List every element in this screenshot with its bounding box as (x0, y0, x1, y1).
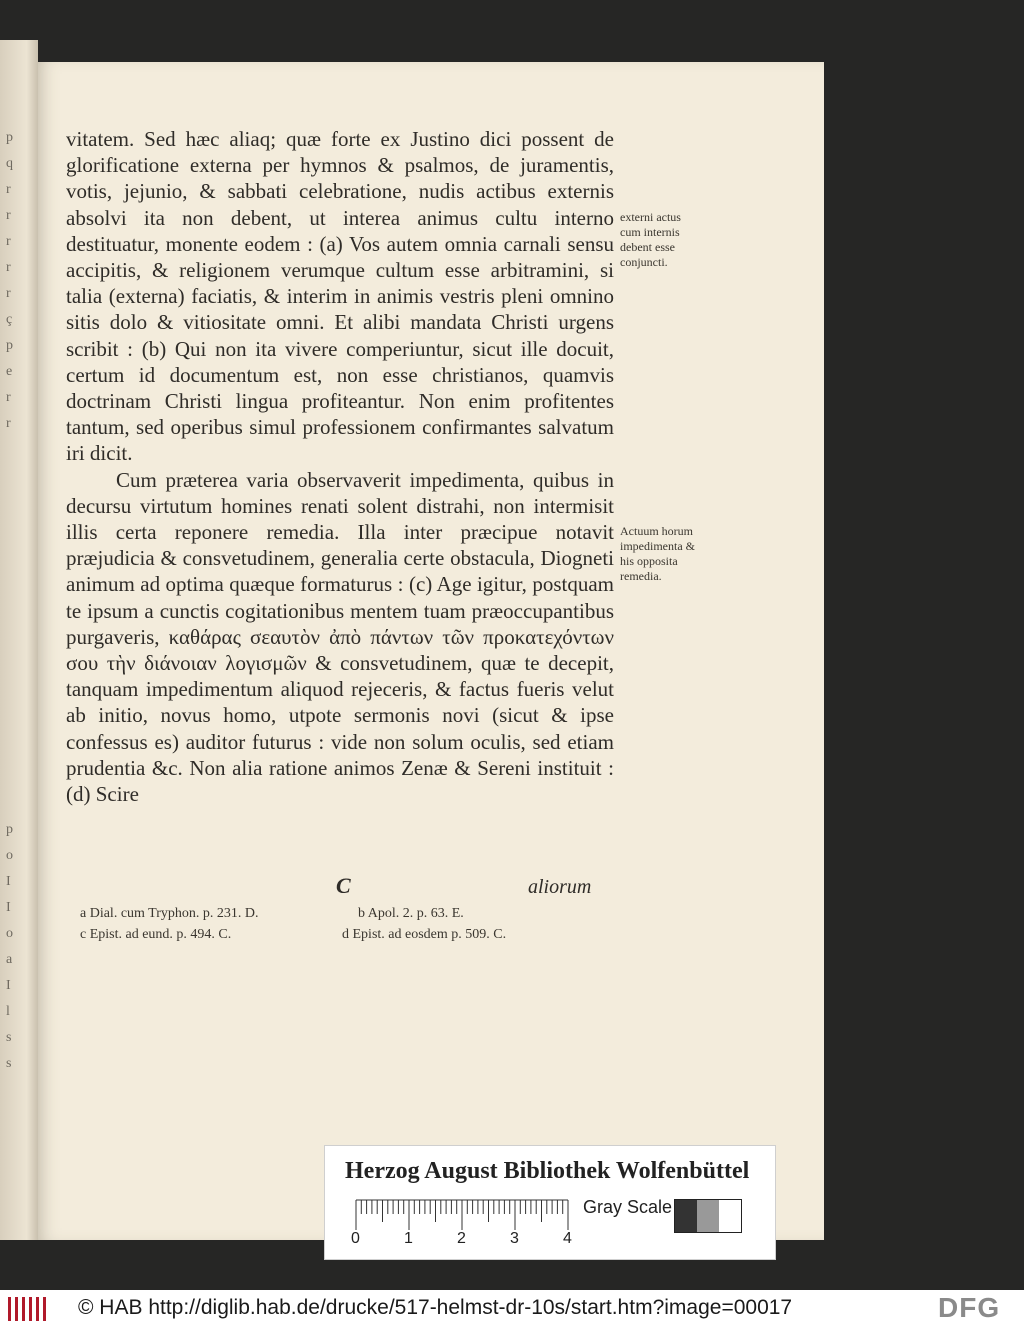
prev-page-letter: p (6, 130, 13, 145)
ruler-number-4: 4 (563, 1230, 572, 1247)
ruler-icon (355, 1198, 570, 1232)
ruler-number-3: 3 (510, 1230, 519, 1247)
prev-page-letter: I (6, 978, 11, 993)
prev-page-letter: r (6, 416, 11, 431)
margin-note-externi: externi actus cum internis debent esse conjuncti. (620, 210, 681, 269)
ruler-number-2: 2 (457, 1230, 466, 1247)
prev-page-letter: r (6, 286, 11, 301)
signature-mark: C (336, 873, 351, 898)
dfg-logo: DFG (938, 1292, 1001, 1323)
footnote-c: c Epist. ad eund. p. 494. C. (80, 927, 232, 942)
prev-page-letter: o (6, 848, 13, 863)
library-name: Herzog August Bibliothek Wolfenbüttel (345, 1158, 750, 1184)
prev-page-letter: r (6, 234, 11, 249)
prev-page-letter: a (6, 952, 13, 967)
footnote-d: d Epist. ad eosdem p. 509. C. (342, 927, 507, 942)
library-scale-label (324, 1145, 776, 1260)
prev-page-letter: r (6, 182, 11, 197)
hab-logo-icon (6, 1294, 52, 1324)
gray-swatch (697, 1200, 719, 1232)
prev-page-letter: r (6, 390, 11, 405)
prev-page-letter: q (6, 156, 13, 171)
paragraph-2: Cum præterea varia observaverit impedimenta, quibus in decursu virtutum homines renati solent distrahi, non intermisit illis certa reponere remedia. Illa inter præcipue notavit præjudicia & consvetudinem, generalia certe obstacula, Diogneti animum ad optima quæque formaturus : (c) Age igitur, postquam te ipsum a cunctis cogitationibus mentem tuam præoccupantibus purgaveris, καθάρας σεαυτὸν ἀπὸ πάντων τῶν προκατεχόντων σου τὴν διάνοιαν λογισμῶν & consvetudinem, quæ te decepit, tanquam impedimentum aliquod rejeceris, & factus fueris velut ab initio, novus homo, utpote sermonis novi (sicut & ipse confessus es) auditor futurus : vide non solum oculis, sed etiam prudentia &c. Non alia ratione animos Zenæ & Sereni instituit : (d) Scire (66, 467, 614, 807)
gray-swatch (675, 1200, 697, 1232)
footnote-b: b Apol. 2. p. 63. E. (358, 906, 464, 921)
footer-bar (0, 1290, 1024, 1327)
prev-page-letter: r (6, 260, 11, 275)
prev-page-letter: r (6, 208, 11, 223)
prev-page-letter: p (6, 338, 13, 353)
margin-note-actuum: Actuum horum impedimenta & his opposita remedia. (620, 524, 695, 583)
gray-scale-label: Gray Scale (583, 1197, 673, 1217)
prev-page-letter: s (6, 1030, 12, 1045)
prev-page-letter: l (6, 1004, 10, 1019)
prev-page-letter: e (6, 364, 13, 379)
gray-scale-swatches (674, 1199, 742, 1233)
ruler-number-1: 1 (404, 1230, 413, 1247)
prev-page-letter: o (6, 926, 13, 941)
main-text-block (66, 126, 614, 807)
catchword: aliorum (528, 876, 592, 898)
prev-page-letter: ç (6, 312, 13, 327)
previous-page-edge (0, 40, 38, 1240)
prev-page-letter: p (6, 822, 13, 837)
ruler-number-0: 0 (351, 1230, 360, 1247)
prev-page-letter: s (6, 1056, 12, 1071)
paragraph-1: vitatem. Sed hæc aliaq; quæ forte ex Justino dici possent de glorificatione externa per hymnos & psalmos, de juramentis, votis, jejunio, & sabbati celebratione, nudis actibus externis absolvi ita non debent, ut interea animus cultu interno destituatur, monente eodem : (a) Vos autem omnia carnali sensu accipitis, & religionem verumque cultum esse arbitramini, si talia (externa) faciatis, & interim in animis vestris pleni omnino sitis dolo & vitiositate omni. Et alibi mandata Christi urgens scribit : (b) Qui non ita vivere comperiuntur, sicut ille docuit, certum id documentum est, non esse christianos, quamvis doctrinam Christi lingua profiteantur. Non enim profitentes tantum, sed operibus simul professionem confirmantes salvatum iri dicit. (66, 127, 614, 466)
gray-swatch (719, 1200, 741, 1232)
prev-page-letter: I (6, 900, 11, 915)
prev-page-letter: I (6, 874, 11, 889)
copyright-url[interactable]: © HAB http://diglib.hab.de/drucke/517-helmst-dr-10s/start.htm?image=00017 (78, 1296, 793, 1319)
footnote-a: a Dial. cum Tryphon. p. 231. D. (80, 906, 259, 921)
